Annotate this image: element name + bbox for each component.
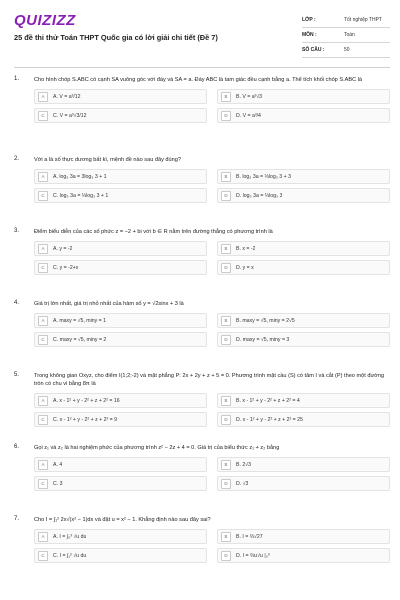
option-letter: B xyxy=(221,396,231,406)
question-text: Điểm biểu diễn của các số phức z = −2 + bi với b ∈ R nằm trên đường thẳng có phương trình là xyxy=(34,229,273,235)
option-letter: A xyxy=(38,460,48,470)
option-letter: C xyxy=(38,479,48,489)
option-text: D. y = x xyxy=(236,264,254,271)
option-text: A. x - 1² + y - 2² + z + 2² = 16 xyxy=(53,397,120,404)
option-letter: A xyxy=(38,244,48,254)
answer-option-c[interactable] xyxy=(34,332,207,347)
meta-row-count xyxy=(302,43,390,58)
question-list xyxy=(14,76,390,576)
option-letter: B xyxy=(221,92,231,102)
answer-option-c[interactable] xyxy=(34,260,207,275)
question-text: Giá trị lớn nhất, giá trị nhỏ nhất của hàm số y = √2sinx + 3 là xyxy=(34,301,184,307)
option-text: A. y = -2 xyxy=(53,245,73,252)
option-text: D. log₃ 3a = ⅓log₃ 3 xyxy=(236,192,283,199)
question-number: 7. xyxy=(14,516,20,522)
meta-row-class xyxy=(302,13,390,28)
option-text: D. x - 1² + y - 2² + z + 2² = 25 xyxy=(236,416,303,423)
option-text: B. I = ⅔√27 xyxy=(236,533,263,540)
question-text: Cho I = ∫₁² 2x√(x² − 1)dx và đặt u = x² − 1. Khẳng định nào sau đây sai? xyxy=(34,517,211,523)
option-text: C. y = -2+x xyxy=(53,264,79,271)
answer-options xyxy=(34,89,390,123)
option-text: A. log₃ 3a = 3log₃ 3 + 1 xyxy=(53,173,107,180)
option-text: B. log₃ 3a = ⅓log₃ 3 + 3 xyxy=(236,173,291,180)
answer-option-b[interactable] xyxy=(217,313,390,328)
option-text: B. x = -2 xyxy=(236,245,256,252)
option-text: C. V = a³√3/12 xyxy=(53,112,87,119)
answer-option-d[interactable] xyxy=(217,108,390,123)
answer-option-a[interactable] xyxy=(34,457,207,472)
question-item xyxy=(14,228,390,300)
answer-option-b[interactable] xyxy=(217,241,390,256)
option-text: C. 3 xyxy=(53,480,63,487)
option-letter: B xyxy=(221,316,231,326)
option-text: A. 4 xyxy=(53,461,63,468)
option-text: B. maxy = √5, miny = 2√5 xyxy=(236,317,295,324)
question-item xyxy=(14,300,390,372)
question-number: 5. xyxy=(14,372,20,378)
answer-option-d[interactable] xyxy=(217,548,390,563)
meta-value: Tốt nghiệp THPT xyxy=(344,17,382,23)
answer-option-b[interactable] xyxy=(217,529,390,544)
question-number: 3. xyxy=(14,228,20,234)
answer-option-d[interactable] xyxy=(217,412,390,427)
answer-options xyxy=(34,169,390,203)
question-item xyxy=(14,156,390,228)
option-letter: A xyxy=(38,172,48,182)
option-letter: D xyxy=(221,191,231,201)
option-letter: C xyxy=(38,263,48,273)
answer-option-a[interactable] xyxy=(34,169,207,184)
option-letter: B xyxy=(221,460,231,470)
answer-option-a[interactable] xyxy=(34,89,207,104)
answer-option-c[interactable] xyxy=(34,412,207,427)
option-text: A. I = ∫₀³ √u du xyxy=(53,533,87,540)
question-text: Với a là số thực dương bất kì, mệnh đề nào sau đây đúng? xyxy=(34,157,181,163)
option-letter: B xyxy=(221,532,231,542)
page-title: 25 đề thi thử Toán THPT Quốc gia có lời giải chi tiết (Đề 7) xyxy=(14,33,218,42)
option-text: C. x - 1² + y - 2² + z + 2² = 9 xyxy=(53,416,118,423)
answer-options xyxy=(34,393,390,427)
option-text: A. maxy = √5, miny = 1 xyxy=(53,317,107,324)
option-letter: C xyxy=(38,551,48,561)
answer-option-b[interactable] xyxy=(217,393,390,408)
question-text: Cho hình chóp S.ABC có cạnh SA vuông góc với đáy và SA = a. Đáy ABC là tam giác đều cạnh bằng a. Thể tích khối chóp S.ABC là xyxy=(34,77,363,83)
option-text: B. 2√3 xyxy=(236,461,251,468)
option-text: C. maxy = √5, miny = 2 xyxy=(53,336,107,343)
option-letter: D xyxy=(221,415,231,425)
exam-meta xyxy=(302,13,390,58)
option-text: C. I = ∫₁² √u du xyxy=(53,552,87,559)
answer-options xyxy=(34,457,390,491)
answer-option-d[interactable] xyxy=(217,188,390,203)
option-text: D. V = a³/4 xyxy=(236,112,261,119)
option-letter: C xyxy=(38,191,48,201)
option-letter: D xyxy=(221,263,231,273)
option-letter: C xyxy=(38,335,48,345)
quizizz-logo: QUIZIZZ xyxy=(14,12,76,29)
answer-option-b[interactable] xyxy=(217,89,390,104)
option-letter: D xyxy=(221,479,231,489)
answer-option-c[interactable] xyxy=(34,476,207,491)
option-text: C. log₃ 3a = ⅓log₃ 3 + 1 xyxy=(53,192,109,199)
option-text: B. x - 1² + y - 2² + z + 2² = 4 xyxy=(236,397,300,404)
answer-option-a[interactable] xyxy=(34,313,207,328)
answer-option-a[interactable] xyxy=(34,529,207,544)
option-letter: C xyxy=(38,111,48,121)
answer-option-d[interactable] xyxy=(217,476,390,491)
option-letter: C xyxy=(38,415,48,425)
question-item xyxy=(14,372,390,444)
answer-option-d[interactable] xyxy=(217,260,390,275)
option-letter: D xyxy=(221,551,231,561)
meta-row-subject xyxy=(302,28,390,43)
option-letter: A xyxy=(38,92,48,102)
option-text: D. √3 xyxy=(236,480,249,487)
option-letter: A xyxy=(38,532,48,542)
question-text: Trong không gian Oxyz, cho điểm I(1;2;-2) và mặt phẳng P: 2x + 2y + z + 5 = 0. Phương trình mặt cầu (S) có tâm I và cắt (P) theo một đường tròn có chu vi bằng 8π là xyxy=(34,373,385,387)
meta-label: LỚP : xyxy=(302,17,316,23)
question-number: 6. xyxy=(14,444,20,450)
answer-option-b[interactable] xyxy=(217,169,390,184)
answer-option-b[interactable] xyxy=(217,457,390,472)
question-item xyxy=(14,76,390,156)
question-item xyxy=(14,444,390,516)
header-divider xyxy=(14,67,390,68)
option-letter: A xyxy=(38,396,48,406)
answer-options xyxy=(34,313,390,347)
meta-label: MÔN : xyxy=(302,32,317,38)
answer-option-c[interactable] xyxy=(34,548,207,563)
question-number: 4. xyxy=(14,300,20,306)
meta-value: 50 xyxy=(344,47,350,53)
answer-option-a[interactable] xyxy=(34,241,207,256)
option-letter: D xyxy=(221,111,231,121)
question-item xyxy=(14,516,390,576)
answer-option-c[interactable] xyxy=(34,108,207,123)
answer-option-c[interactable] xyxy=(34,188,207,203)
option-letter: A xyxy=(38,316,48,326)
question-number: 1. xyxy=(14,76,20,82)
option-letter: B xyxy=(221,172,231,182)
option-text: B. V = a³√3 xyxy=(236,93,263,100)
answer-options xyxy=(34,241,390,275)
question-number: 2. xyxy=(14,156,20,162)
meta-label: SỐ CÂU : xyxy=(302,47,325,53)
question-text: Gọi z₁ và z₂ là hai nghiệm phức của phương trình z² − 2z + 4 = 0. Giá trị của biểu thức z₁ + z₂ bằng xyxy=(34,445,280,451)
answer-option-d[interactable] xyxy=(217,332,390,347)
answer-option-a[interactable] xyxy=(34,393,207,408)
option-text: D. maxy = √5, miny = 3 xyxy=(236,336,290,343)
option-letter: D xyxy=(221,335,231,345)
answer-options xyxy=(34,529,390,563)
option-text: A. V = a³/12 xyxy=(53,93,81,100)
option-letter: B xyxy=(221,244,231,254)
option-text: D. I = ⅔u√u |₀³ xyxy=(236,552,270,559)
meta-value: Toán xyxy=(344,32,355,38)
